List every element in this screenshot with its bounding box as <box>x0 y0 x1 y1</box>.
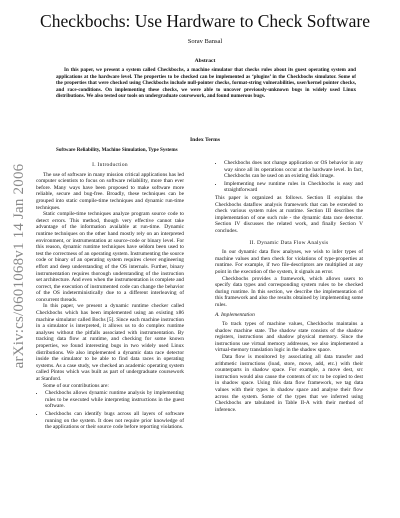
paragraph: The use of software in many mission critical applications has led computer scientists to focus on software reliability, more than ever before. Many ways have been proposed to make software more reliable, secure and bug-free. Broadly, these techniques can be grouped into static compile-time techniques and dynamic run-time techniques. <box>36 171 184 211</box>
abstract-heading: Abstract <box>194 58 216 64</box>
section-heading-introduction: I. Introduction <box>92 162 128 168</box>
right-column <box>215 160 363 413</box>
index-terms-text: Software Reliability, Machine Simulation, Type Systems <box>56 147 178 153</box>
left-column <box>36 160 184 432</box>
abstract-text: In this paper, we present a system called Checkbochs, a machine simulator that checks rules about its guest operating system and applications at the hardware level. The properties to be checked can be implemented as ‘plugins’ in the Checkbochs simulator. Some of the properties that were checked using Checkbochs include null-pointer checks, format-string vulnerabilities, user/kernel pointer checks, and race-conditions. On implementing these checks, we were able to uncover previously-unknown bugs in widely used Linux distributions. We also tested our tools on undergraduate coursework, and found numerous bugs. <box>56 67 356 100</box>
paragraph: Static compile-time techniques analyze program source code to detect errors. This method, though very effective cannot take advantage of the information available at run-time. Dynamic runtime techniques on the other hand mostly rely on an interpreted environment, or instrumentation at source-code or binary level. For this reason, dynamic runtime techniques have seldom been used to test the correctness of an operating system. Instrumenting the source code or binary of an operating system requires clever engineering effort and deep understanding of the OS internals. Further, binary instrumentation requires thorough understanding of the instruction set architecture. And even when the instrumentation is complete and correct, the execution of instrumented code can change the behavior of the OS indeterministically due to a different interleaving of concurrent threads. <box>36 211 184 303</box>
author-name: Sorav Bansal <box>187 38 223 45</box>
contributions-list-continued <box>215 160 363 194</box>
arxiv-stamp: arXiv:cs/0601068v1 14 Jan 2006 <box>11 163 27 369</box>
paragraph: In this paper, we present a dynamic runtime checker called Checkbochs which has been implemented using an existing x86 machine simulator called Bochs [5]. Since each machine instruction in a simulator is interpreted, it allows us to do complex runtime analyses without the pitfalls associated with instrumentation. By tracking data flow at runtime, and checking for some known properties, we found interesting bugs in two widely used Linux distributions. We also implemented a dynamic data race detector inside the simulator to be able to find data races in operating systems. As a case study, we checked an academic operating system called Pintos which was built as part of undergraduate coursework at Stanford. <box>36 303 184 382</box>
paragraph: Checkbochs provides a framework, which allows users to specify data types and corresponding system rules to be checked during runtime. In this section, we describe the implementation of this framework and also the results obtained by implementing some rules. <box>215 275 363 308</box>
list-item: • Checkbochs can identify bugs across all layers of software running on the system. It does not require prior knowledge of the applications or their source code before reporting violations. <box>45 411 184 431</box>
list-item: • Checkbochs allows dynamic runtime analysis by implementing rules to be executed while interpreting instructions in the guest software. <box>45 390 184 410</box>
contributions-list <box>36 390 184 431</box>
paragraph: This paper is organized as follows. Section II explains the Checkbochs dataflow analysis framework that can be extended to check various system rules at runtime. Section III describes the implementation of one such rule - the dynamic data race detector. Section IV discusses the related work, and finally Section V concludes. <box>215 194 363 234</box>
index-terms-heading: Index Terms <box>190 137 220 143</box>
list-item: • Implementing new runtime rules in Checkbochs is easy and straightforward <box>224 181 363 194</box>
paragraph: To track types of machine values, Checkbochs maintains a shadow machine state. The shadow state consists of the shadow registers, instructions and shadow physical memory. Since the instructions use virtual memory addresses, we also implemented a virtual-memory translation logic in the shadow space. <box>215 321 363 354</box>
abstract-body <box>56 67 356 100</box>
paragraph: In our dynamic data flow analyses, we wish to infer types of machine values and then check for violations of type-properties at runtime. For example, if two file-descriptors are multiplied at any point in the execution of the system, it signals an error. <box>215 249 363 275</box>
subsection-heading-implementation: A. Implementation <box>215 312 255 319</box>
section-heading-dataflow: II. Dynamic Data Flow Analysis <box>249 239 329 246</box>
paragraph: Some of our contributions are: <box>43 382 109 389</box>
list-item: • Checkbochs does not change application or OS behavior in any way since all its operations occur at the hardware level. In fact, Checkbochs can be used on an existing disk image. <box>224 160 363 180</box>
paragraph: Data flow is monitored by associating all data transfer and arithmetic instructions (load, store, move, add, etc.) with their counterparts in shadow space. For example, a move dest, src instruction would also cause the contents of src to be copied to dest in shadow space. Using this data flow framework, we tag data values with their types in shadow space and analyse their flow across the system. Some of the types that we inferred using Checkbochs are tabulated in Table II-A with their method of inference. <box>215 354 363 413</box>
paper-title: Checkbochs: Use Hardware to Check Software <box>40 11 370 31</box>
